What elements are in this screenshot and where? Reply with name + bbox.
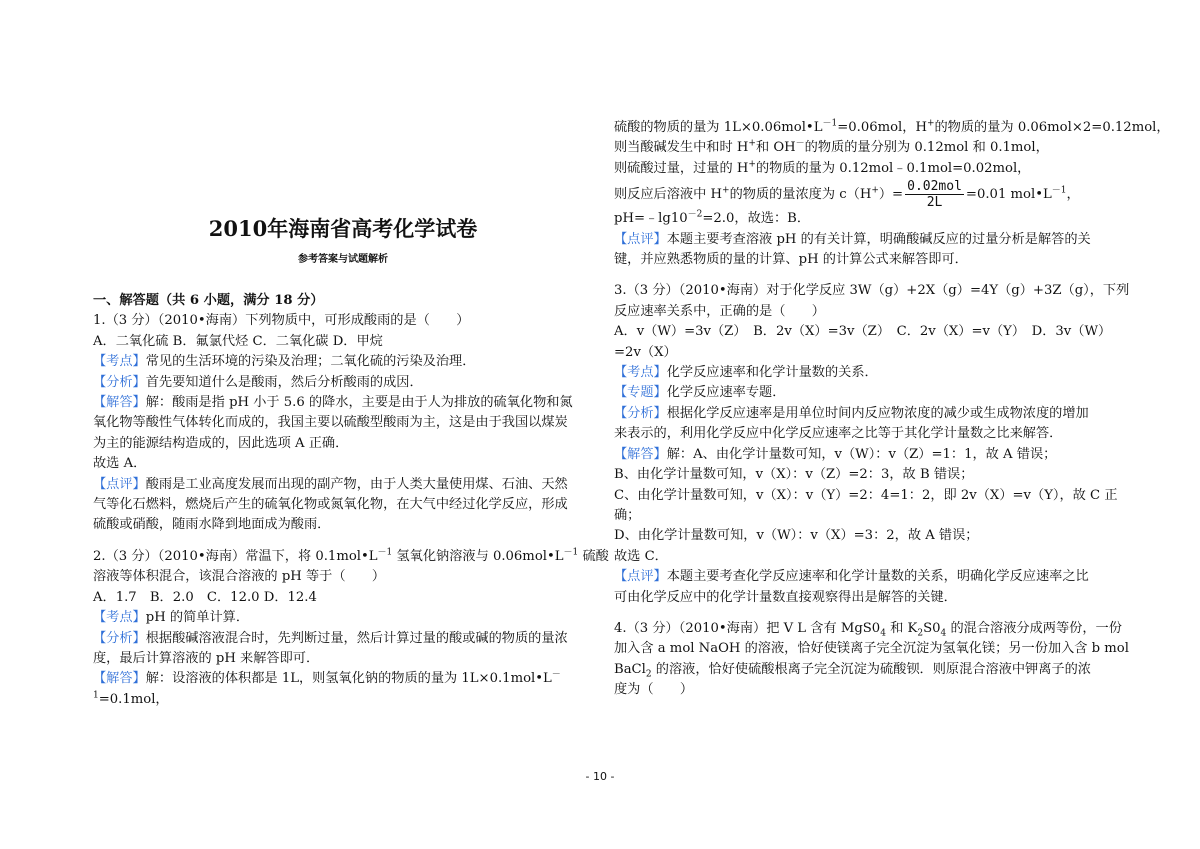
q4-stem-line: BaCl$_2$ 的溶液，恰好使硫酸根离子完全沉淀为硫酸钡．则原混合溶液中钾离子的浓: [614, 661, 1091, 680]
q1-dianping-line: 硫酸或硝酸，随雨水降到地面成为酸雨．: [93, 517, 331, 533]
kaodian-tag: 【考点】: [93, 354, 146, 370]
jieda-tag: 【解答】: [93, 395, 146, 411]
q2-jieda: 【解答】解：设溶液的体积都是 1L，则氢氧化钠的物质的量为 1L×0.1mol•L－: [93, 669, 561, 687]
question-1: [93, 311, 593, 535]
q1-jieda-line: 氧化物等酸性气体转化而成的，我国主要以硫酸型酸雨为主，这是由于我国以煤炭: [93, 415, 568, 431]
q3-options: A．v（W）=3v（Z） B．2v（X）=3v（Z） C．2v（X）=v（Y） D．3v（W）: [614, 324, 1112, 340]
page-number: - 10 -: [585, 770, 615, 783]
page-title: 2010年海南省高考化学试卷: [208, 216, 478, 241]
right-column: [614, 118, 1170, 701]
fraction: $\frac{\text{0.02mol}}{2L}$: [907, 179, 962, 211]
page-subtitle: 参考答案与试题解析: [298, 254, 388, 265]
section-heading: 一、解答题（共 6 小题，满分 18 分）: [93, 293, 324, 308]
q1-options: A．二氧化硫 B．氟氯代烃 C．二氧化碳 D．甲烷: [93, 333, 383, 349]
q2-jieda-line: $^1$=0.1mol，: [93, 690, 169, 707]
q2-fenxi-line: 度，最后计算溶液的 pH 来解答即可．: [93, 650, 320, 666]
dianping-tag: 【点评】: [614, 569, 667, 585]
q2-dianping: 【点评】本题主要考查溶液 pH 的有关计算，明确酸碱反应的过量分析是解答的关: [614, 231, 1091, 247]
q3-jieda-line: 故选 C．: [614, 548, 668, 564]
q2-cont-line: $pH=﹣\lg 10^{-2}=2.0$，故选：B．: [614, 209, 811, 227]
q1-dianping: 【点评】酸雨是工业高度发展而出现的副产物，由于人类大量使用煤、石油、天然: [93, 476, 568, 492]
q3-options-line: =2v（X）: [614, 344, 677, 360]
q4-stem: 4.（3 分）（2010•海南）把 V L 含有 $MgS0_4$ 和 $K_2S0_4$ 的混合溶液分成两等份，一份: [614, 620, 1122, 639]
q4-stem-line: 度为（ ）: [614, 682, 694, 698]
jieda-tag: 【解答】: [614, 446, 667, 462]
q3-jieda-line: D、由化学计量数可知，v（W）：v（X）=3：2，故 A 错误；: [614, 528, 979, 544]
q2-cont-line: 硫酸的物质的量为 $1L\times 0.06mol•L^{-1}=0.06mol$，H+的物质的量为 0.06mol×2=0.12mol，: [614, 118, 1170, 135]
q2-cont-line: 则硫酸过量，过量的 H+的物质的量为 0.12mol﹣0.1mol=0.02mol，: [614, 159, 1031, 176]
q4-stem-line: 加入含 a mol NaOH 的溶液，恰好使镁离子完全沉淀为氢氧化镁；另一份加入含 b mol: [614, 641, 1129, 657]
q2-kaodian: 【考点】pH 的简单计算．: [93, 610, 250, 626]
q2-dianping-line: 键，并应熟悉物质的量的计算、pH 的计算公式来解答即可．: [614, 252, 968, 268]
q3-dianping: 【点评】本题主要考查化学反应速率和化学计量数的关系，明确化学反应速率之比: [614, 569, 1089, 585]
question-3: [614, 281, 1130, 608]
q2-stem-line: 溶液等体积混合，该混合溶液的 pH 等于（ ）: [93, 569, 386, 585]
kaodian-tag: 【考点】: [93, 610, 146, 626]
q3-stem: 3.（3 分）（2010•海南）对于化学反应 3W（g）+2X（g）=4Y（g）+3Z（g），下列: [614, 283, 1130, 299]
q2-options: A．1.7 B．2.0 C．12.0 D．12.4: [93, 589, 317, 605]
q1-fenxi: 【分析】首先要知道什么是酸雨，然后分析酸雨的成因．: [93, 374, 423, 390]
fenxi-tag: 【分析】: [614, 405, 667, 421]
q3-jieda: 【解答】解：A、由化学计量数可知，v（W）：v（Z）=1：1，故 A 错误；: [614, 446, 1057, 462]
q3-kaodian: 【考点】化学反应速率和化学计量数的关系．: [614, 365, 878, 381]
q2-cont-line: 则当酸碱发生中和时 H+和 OH－的物质的量分别为 0.12mol 和 0.1mol，: [614, 139, 1049, 156]
q2-cont-fraction-line: 则反应后溶液中 H+的物质的量浓度为 c（H+）= $\frac{\text{0.02mol}}{2L}$ =0.01 $mol•L^{-1}$，: [614, 179, 1080, 211]
q2-fenxi: 【分析】根据酸碱溶液混合时，先判断过量，然后计算过量的酸或碱的物质的量浓: [93, 630, 568, 646]
q3-jieda-line: 确；: [614, 507, 641, 523]
fenxi-tag: 【分析】: [93, 374, 146, 390]
q1-kaodian: 【考点】常见的生活环境的污染及治理；二氧化硫的污染及治理．: [93, 354, 476, 370]
q3-zhuanti: 【专题】化学反应速率专题．: [614, 385, 786, 401]
q3-stem-line: 反应速率关系中，正确的是（ ）: [614, 303, 825, 319]
q1-stem: 1.（3 分）（2010•海南）下列物质中，可形成酸雨的是（ ）: [93, 313, 470, 329]
dianping-tag: 【点评】: [93, 476, 146, 492]
q1-jieda-line: 故选 A．: [93, 456, 147, 472]
q1-dianping-line: 气等化石燃料，燃烧后产生的硫氧化物或氮氧化物，在大气中经过化学反应，形成: [93, 497, 568, 513]
question-4: [614, 619, 1129, 701]
question-2-continued: [614, 118, 1170, 270]
kaodian-tag: 【考点】: [614, 365, 667, 381]
q3-fenxi-line: 来表示的，利用化学反应中化学反应速率之比等于其化学计量数之比来解答．: [614, 426, 1063, 442]
dianping-tag: 【点评】: [614, 231, 667, 247]
q3-dianping-line: 可由化学反应中的化学计量数直接观察得出是解答的关键．: [614, 589, 957, 605]
q3-jieda-line: C、由化学计量数可知，v（X）：v（Y）=2：4=1：2，即 2v（X）=v（Y），故 C 正: [614, 487, 1118, 503]
q3-jieda-line: B、由化学计量数可知，v（X）：v（Z）=2：3，故 B 错误；: [614, 467, 974, 483]
q1-jieda: 【解答】解：酸雨是指 pH 小于 5.6 的降水，主要是由于人为排放的硫氧化物和氮: [93, 395, 573, 411]
fenxi-tag: 【分析】: [93, 630, 146, 646]
zhuanti-tag: 【专题】: [614, 385, 667, 401]
left-column: [93, 291, 609, 710]
q3-fenxi: 【分析】根据化学反应速率是用单位时间内反应物浓度的减少或生成物浓度的增加: [614, 405, 1089, 421]
jieda-tag: 【解答】: [93, 671, 146, 687]
q2-stem: 2.（3 分）（2010•海南）常温下，将 $0.1mol•L^{-1}$ 氢氧化钠溶液与 $0.06mol•L^{-1}$ 硫酸: [93, 547, 609, 564]
q1-jieda-line: 为主的能源结构造成的，因此选项 A 正确．: [93, 435, 349, 451]
question-2: [93, 547, 609, 710]
